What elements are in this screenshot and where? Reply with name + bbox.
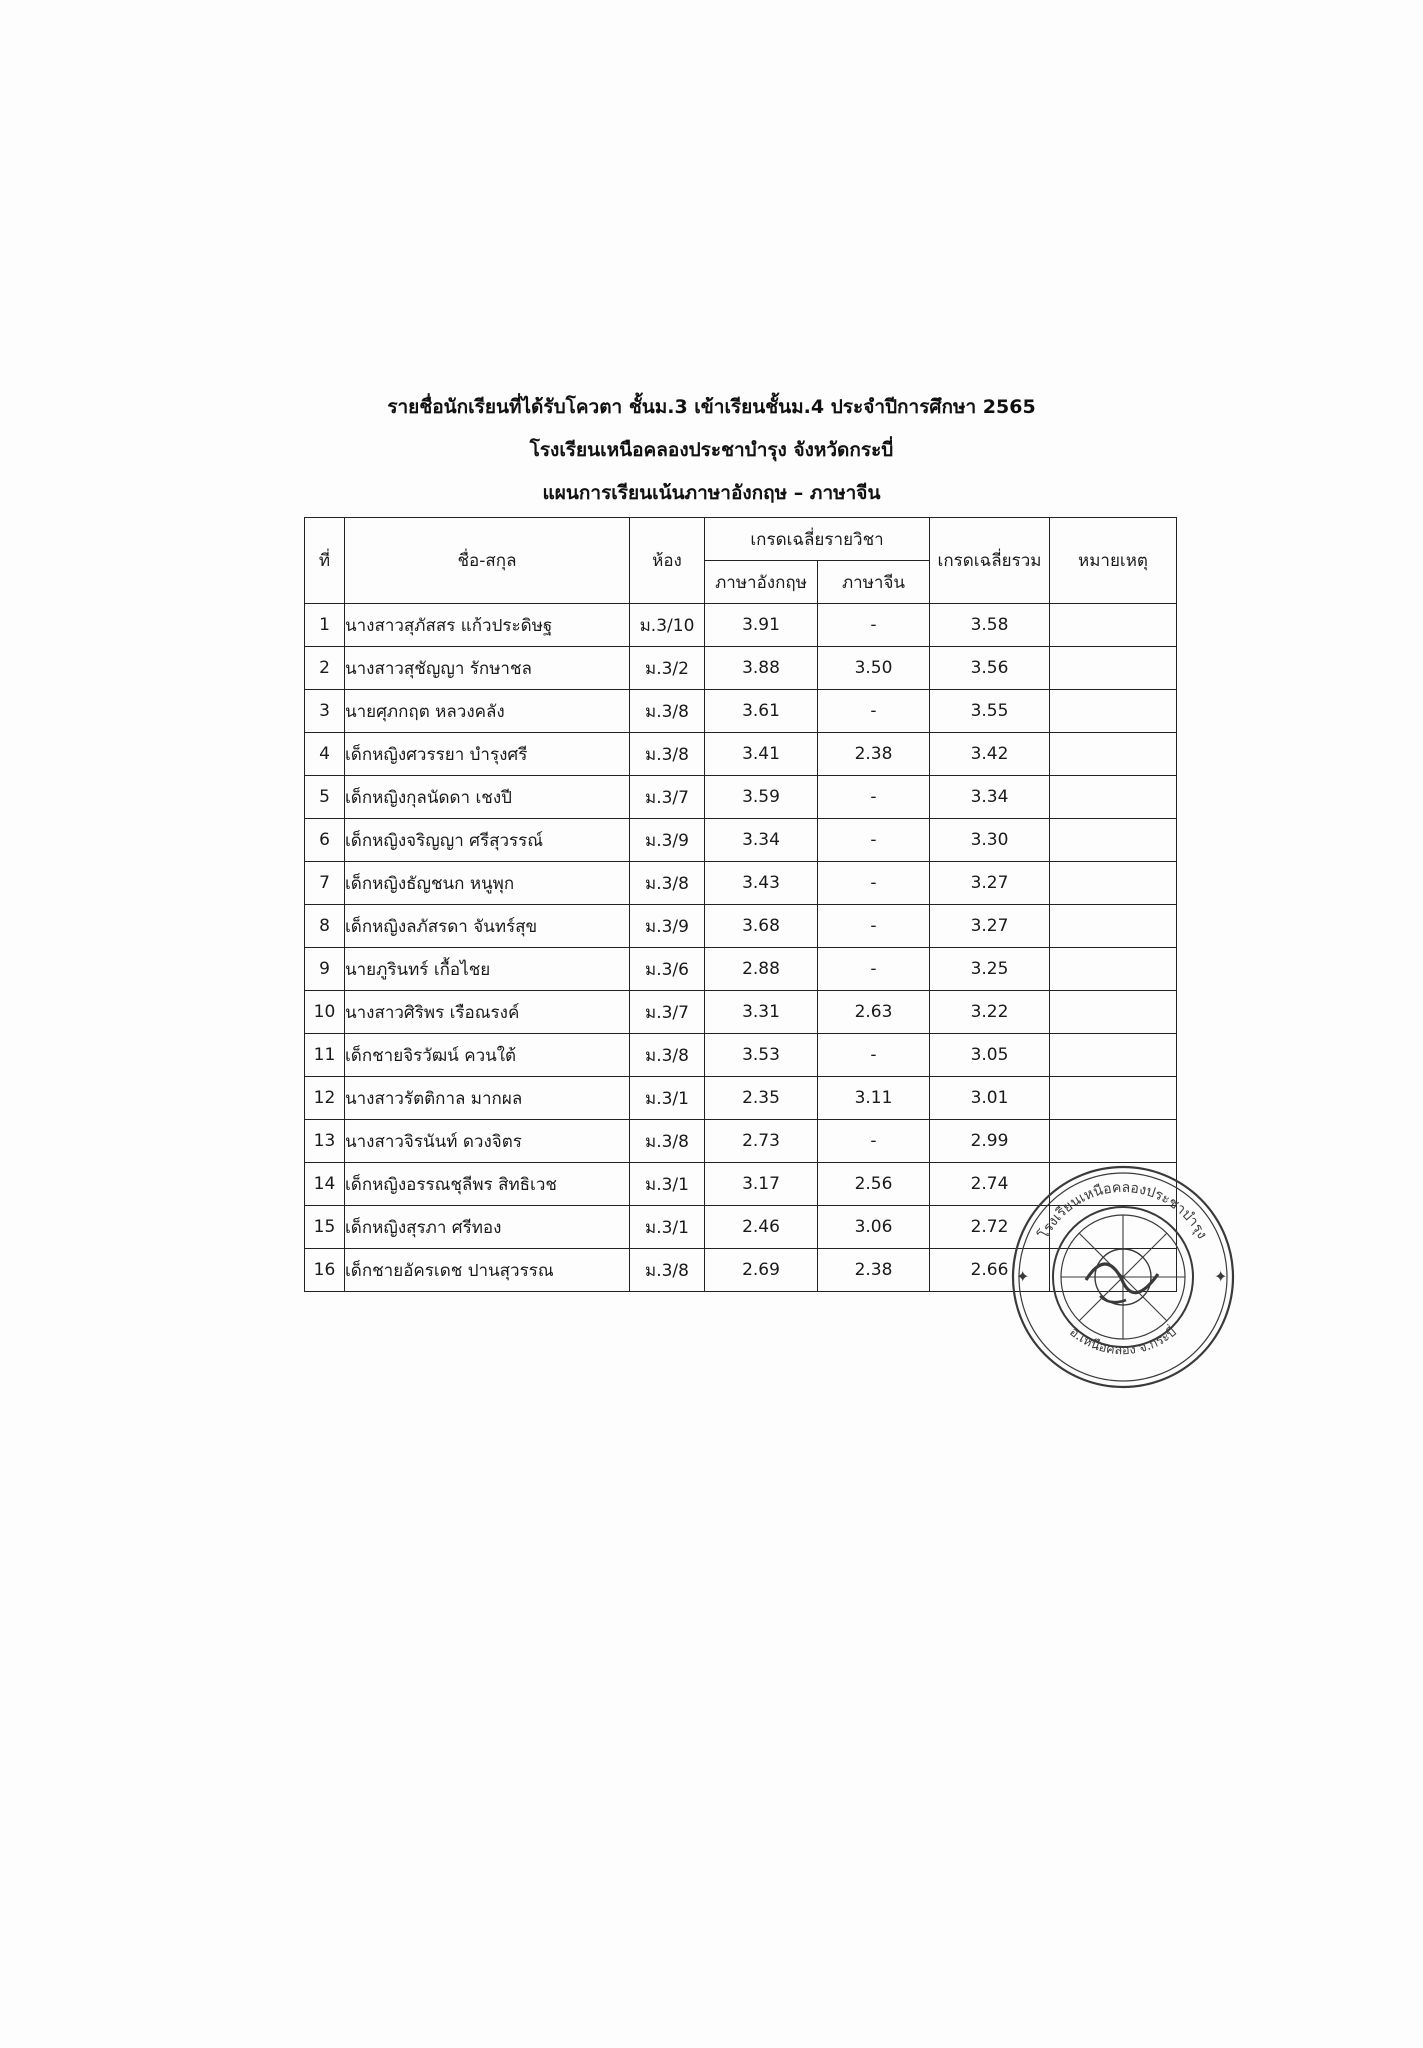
row-number: 14 xyxy=(305,1163,345,1206)
room: ม.3/8 xyxy=(630,1249,705,1292)
overall-average: 3.55 xyxy=(930,690,1050,733)
english-grade: 2.73 xyxy=(705,1120,818,1163)
chinese-grade: - xyxy=(818,948,930,991)
table-row xyxy=(305,733,1177,776)
chinese-grade: - xyxy=(818,776,930,819)
row-number: 5 xyxy=(305,776,345,819)
student-name: นายภูรินทร์ เกื้อไชย xyxy=(345,948,630,991)
note xyxy=(1050,733,1177,776)
school-name: โรงเรียนเหนือคลองประชาบำรุง จังหวัดกระบี่ xyxy=(529,439,894,461)
note xyxy=(1050,690,1177,733)
table-row xyxy=(305,862,1177,905)
chinese-grade: 2.56 xyxy=(818,1163,930,1206)
note xyxy=(1050,647,1177,690)
english-grade: 2.46 xyxy=(705,1206,818,1249)
table-row xyxy=(305,1120,1177,1163)
overall-average: 3.34 xyxy=(930,776,1050,819)
english-grade: 3.43 xyxy=(705,862,818,905)
seal-outer-text: โรงเรียนเหนือคลองประชาบำรุง xyxy=(1035,1179,1211,1242)
room: ม.3/9 xyxy=(630,819,705,862)
table-row xyxy=(305,1077,1177,1120)
room: ม.3/8 xyxy=(630,690,705,733)
note xyxy=(1050,604,1177,647)
header-room: ห้อง xyxy=(630,518,705,604)
school-seal-stamp xyxy=(1008,1162,1238,1392)
english-grade: 3.34 xyxy=(705,819,818,862)
chinese-grade: - xyxy=(818,1034,930,1077)
chinese-grade: - xyxy=(818,690,930,733)
row-number: 9 xyxy=(305,948,345,991)
english-grade: 3.59 xyxy=(705,776,818,819)
chinese-grade: - xyxy=(818,1120,930,1163)
english-grade: 3.91 xyxy=(705,604,818,647)
english-grade: 3.53 xyxy=(705,1034,818,1077)
header-english: ภาษาอังกฤษ xyxy=(705,561,818,604)
overall-average: 3.22 xyxy=(930,991,1050,1034)
chinese-grade: 2.38 xyxy=(818,733,930,776)
row-number: 15 xyxy=(305,1206,345,1249)
chinese-grade: 2.38 xyxy=(818,1249,930,1292)
note xyxy=(1050,1077,1177,1120)
svg-text:✦: ✦ xyxy=(1214,1267,1228,1286)
row-number: 4 xyxy=(305,733,345,776)
row-number: 13 xyxy=(305,1120,345,1163)
room: ม.3/8 xyxy=(630,1034,705,1077)
note xyxy=(1050,991,1177,1034)
student-name: นางสาวศิริพร เรือณรงค์ xyxy=(345,991,630,1034)
english-grade: 2.88 xyxy=(705,948,818,991)
note xyxy=(1050,1034,1177,1077)
room: ม.3/7 xyxy=(630,991,705,1034)
english-grade: 3.88 xyxy=(705,647,818,690)
overall-average: 3.58 xyxy=(930,604,1050,647)
room: ม.3/8 xyxy=(630,862,705,905)
english-grade: 3.41 xyxy=(705,733,818,776)
header-subject-avg: เกรดเฉลี่ยรายวิชา xyxy=(705,518,930,561)
overall-average: 3.01 xyxy=(930,1077,1050,1120)
overall-average: 2.74 xyxy=(930,1163,1050,1206)
room: ม.3/1 xyxy=(630,1077,705,1120)
overall-average: 3.25 xyxy=(930,948,1050,991)
study-plan: แผนการเรียนเน้นภาษาอังกฤษ – ภาษาจีน xyxy=(542,482,881,504)
room: ม.3/10 xyxy=(630,604,705,647)
seal-bottom-text: อ.เหนือคลอง จ.กระบี่ xyxy=(1066,1324,1180,1359)
header-chinese: ภาษาจีน xyxy=(818,561,930,604)
room: ม.3/1 xyxy=(630,1163,705,1206)
row-number: 11 xyxy=(305,1034,345,1077)
student-name: นายศุภกฤต หลวงคลัง xyxy=(345,690,630,733)
english-grade: 2.35 xyxy=(705,1077,818,1120)
overall-average: 2.99 xyxy=(930,1120,1050,1163)
row-number: 1 xyxy=(305,604,345,647)
chinese-grade: - xyxy=(818,819,930,862)
table-header-row xyxy=(305,518,1177,561)
room: ม.3/1 xyxy=(630,1206,705,1249)
english-grade: 3.17 xyxy=(705,1163,818,1206)
row-number: 3 xyxy=(305,690,345,733)
note xyxy=(1050,948,1177,991)
overall-average: 3.05 xyxy=(930,1034,1050,1077)
document-title: รายชื่อนักเรียนที่ได้รับโควตา ชั้นม.3 เข้าเรียนชั้นม.4 ประจำปีการศึกษา 2565 xyxy=(387,396,1036,418)
note xyxy=(1050,862,1177,905)
table-row xyxy=(305,991,1177,1034)
room: ม.3/7 xyxy=(630,776,705,819)
row-number: 6 xyxy=(305,819,345,862)
student-name: เด็กหญิงธัญชนก หนูพุก xyxy=(345,862,630,905)
english-grade: 3.68 xyxy=(705,905,818,948)
student-name: เด็กชายจิรวัฒน์ ควนใต้ xyxy=(345,1034,630,1077)
table-row xyxy=(305,776,1177,819)
english-grade: 2.69 xyxy=(705,1249,818,1292)
table-row xyxy=(305,690,1177,733)
student-name: เด็กหญิงสุรภา ศรีทอง xyxy=(345,1206,630,1249)
row-number: 8 xyxy=(305,905,345,948)
row-number: 7 xyxy=(305,862,345,905)
overall-average: 2.72 xyxy=(930,1206,1050,1249)
student-name: นางสาวสุชัญญา รักษาชล xyxy=(345,647,630,690)
row-number: 12 xyxy=(305,1077,345,1120)
overall-average: 2.66 xyxy=(930,1249,1050,1292)
overall-average: 3.27 xyxy=(930,905,1050,948)
student-name: เด็กหญิงลภัสรดา จันทร์สุข xyxy=(345,905,630,948)
chinese-grade: - xyxy=(818,604,930,647)
student-name: นางสาวจิรนันท์ ดวงจิตร xyxy=(345,1120,630,1163)
table-row xyxy=(305,948,1177,991)
note xyxy=(1050,1120,1177,1163)
overall-average: 3.42 xyxy=(930,733,1050,776)
chinese-grade: 3.06 xyxy=(818,1206,930,1249)
student-name: เด็กหญิงจริญญา ศรีสุวรรณ์ xyxy=(345,819,630,862)
row-number: 10 xyxy=(305,991,345,1034)
chinese-grade: 3.50 xyxy=(818,647,930,690)
english-grade: 3.61 xyxy=(705,690,818,733)
student-name: นางสาวรัตติกาล มากผล xyxy=(345,1077,630,1120)
room: ม.3/2 xyxy=(630,647,705,690)
room: ม.3/9 xyxy=(630,905,705,948)
student-name: เด็กหญิงกุลนัดดา เชงปี xyxy=(345,776,630,819)
chinese-grade: - xyxy=(818,905,930,948)
room: ม.3/8 xyxy=(630,733,705,776)
row-number: 16 xyxy=(305,1249,345,1292)
student-name: เด็กหญิงศวรรยา บำรุงศรี xyxy=(345,733,630,776)
note xyxy=(1050,819,1177,862)
table-row xyxy=(305,604,1177,647)
table-row xyxy=(305,647,1177,690)
english-grade: 3.31 xyxy=(705,991,818,1034)
table-row xyxy=(305,819,1177,862)
table-row xyxy=(305,905,1177,948)
chinese-grade: 3.11 xyxy=(818,1077,930,1120)
row-number: 2 xyxy=(305,647,345,690)
room: ม.3/8 xyxy=(630,1120,705,1163)
chinese-grade: 2.63 xyxy=(818,991,930,1034)
chinese-grade: - xyxy=(818,862,930,905)
student-name: นางสาวสุภัสสร แก้วประดิษฐ xyxy=(345,604,630,647)
student-name: เด็กหญิงอรรณชุลีพร สิทธิเวช xyxy=(345,1163,630,1206)
header-no: ที่ xyxy=(305,518,345,604)
note xyxy=(1050,776,1177,819)
svg-text:✦: ✦ xyxy=(1016,1267,1030,1286)
table-row xyxy=(305,1034,1177,1077)
overall-average: 3.56 xyxy=(930,647,1050,690)
note xyxy=(1050,905,1177,948)
overall-average: 3.30 xyxy=(930,819,1050,862)
header-overall-avg: เกรดเฉลี่ยรวม xyxy=(930,518,1050,604)
student-name: เด็กชายอัครเดช ปานสุวรรณ xyxy=(345,1249,630,1292)
overall-average: 3.27 xyxy=(930,862,1050,905)
room: ม.3/6 xyxy=(630,948,705,991)
header-name: ชื่อ-สกุล xyxy=(345,518,630,604)
header-note: หมายเหตุ xyxy=(1050,518,1177,604)
